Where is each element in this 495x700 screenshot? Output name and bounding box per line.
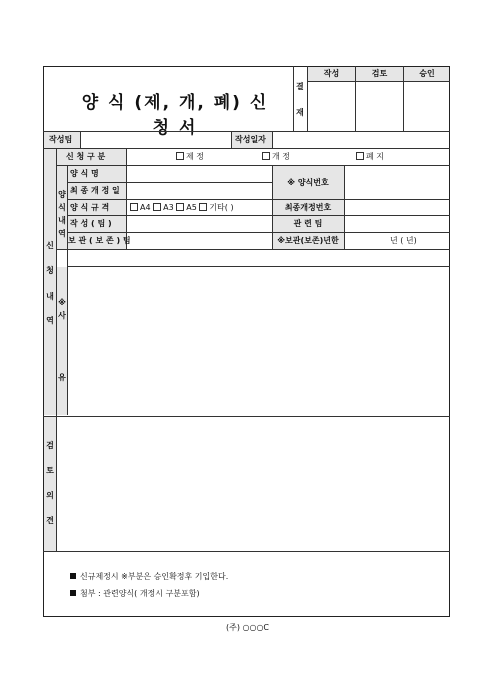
size-a5[interactable] — [176, 203, 197, 212]
checkbox-icon — [356, 152, 364, 160]
divider — [43, 551, 450, 552]
apply-label-4: 역 — [46, 316, 54, 325]
option-abolish-label: 폐 지 — [366, 152, 384, 161]
size-a4[interactable] — [130, 203, 151, 212]
size-other[interactable] — [199, 203, 233, 212]
option-revise[interactable] — [262, 152, 290, 162]
period-value: 년 ( 년) — [390, 236, 417, 245]
option-abolish[interactable] — [356, 152, 384, 162]
option-enact-label: 제 정 — [186, 152, 204, 161]
review-label-bg — [44, 417, 56, 551]
related-team-field[interactable] — [345, 216, 449, 232]
label-form-number: ※ 양식번호 — [287, 178, 329, 187]
label-storage-period: ※보관(보존)년한 — [277, 236, 339, 245]
review-label-4: 견 — [46, 516, 54, 525]
label-form-size: 양 식 규 격 — [70, 203, 110, 212]
team-field[interactable] — [81, 132, 230, 147]
last-revision-field[interactable] — [127, 183, 271, 199]
size-options — [130, 203, 234, 213]
option-enact[interactable] — [176, 152, 204, 162]
size-a3-label: A3 — [163, 203, 174, 212]
note-1 — [70, 572, 228, 582]
bullet-icon — [70, 590, 76, 596]
divider — [293, 66, 294, 131]
review-label-1: 검 — [46, 441, 54, 450]
label-last-revision: 최 종 개 정 일 — [70, 186, 120, 195]
size-a5-label: A5 — [186, 203, 197, 212]
author-team-field[interactable] — [127, 216, 271, 232]
apply-label-3: 내 — [46, 292, 54, 301]
approval-col-approve: 승인 — [419, 69, 435, 78]
apply-label-1: 신 — [46, 241, 54, 250]
approval-label-2: 재 — [296, 108, 304, 117]
form-number-field[interactable] — [345, 166, 449, 199]
form-name-field[interactable] — [127, 166, 271, 182]
label-author-team: 작 성 ( 팀 ) — [70, 219, 112, 228]
reason-label-3: 유 — [58, 373, 66, 382]
form-detail-label-4: 역 — [58, 229, 66, 238]
page-title: 양 식 (제, 개, 폐) 신 청 서 — [81, 93, 269, 138]
approval-col-write: 작성 — [323, 69, 340, 78]
apply-label-2: 청 — [46, 266, 54, 275]
checkbox-icon — [176, 152, 184, 160]
reason-textarea[interactable] — [68, 267, 449, 415]
divider — [231, 131, 232, 148]
review-textarea[interactable] — [57, 417, 449, 551]
bullet-icon — [70, 573, 76, 579]
approval-col-review: 검토 — [371, 69, 388, 78]
form-detail-label-1: 양 — [58, 190, 66, 199]
note-2 — [70, 589, 200, 599]
note-2-text: 첨부 : 관련양식( 개정시 구분포함) — [80, 589, 200, 598]
form-detail-label-2: 식 — [58, 203, 66, 212]
note-1-text: 신규제정시 ※부분은 승인확정후 기입한다. — [80, 572, 229, 581]
size-a3[interactable] — [153, 203, 174, 212]
request-type-label: 신 청 구 분 — [66, 152, 106, 161]
team-label: 작성팀 — [49, 135, 73, 144]
checkbox-icon — [153, 203, 161, 211]
reason-label-2: 사 — [58, 311, 66, 320]
review-label-3: 의 — [46, 491, 54, 500]
divider — [126, 148, 127, 165]
checkbox-icon — [176, 203, 184, 211]
label-last-revision-no: 최종개정번호 — [284, 203, 332, 212]
divider — [56, 249, 450, 250]
approval-label-1: 결 — [296, 82, 304, 91]
form-detail-label-3: 내 — [58, 216, 66, 225]
divider — [307, 81, 450, 82]
storage-team-field[interactable] — [127, 233, 271, 249]
apply-section-bg — [44, 149, 56, 415]
size-a4-label: A4 — [140, 203, 151, 212]
checkbox-icon — [262, 152, 270, 160]
checkbox-icon — [199, 203, 207, 211]
checkbox-icon — [130, 203, 138, 211]
date-label: 작성일자 — [235, 135, 266, 144]
label-related-team: 관 련 팀 — [293, 219, 323, 228]
review-label-2: 토 — [46, 466, 54, 475]
label-storage-team: 보 관 ( 보 존 ) 팀 — [68, 236, 131, 245]
option-revise-label: 개 정 — [272, 152, 290, 161]
size-other-label: 기타( ) — [209, 203, 234, 212]
label-form-name: 양 식 명 — [70, 169, 99, 178]
reason-label-bg — [57, 267, 67, 415]
reason-label-1: ※ — [58, 298, 66, 307]
date-field[interactable] — [273, 132, 449, 147]
last-revision-no-field[interactable] — [345, 200, 449, 215]
company-footer: (주) ○○○C — [225, 623, 270, 632]
